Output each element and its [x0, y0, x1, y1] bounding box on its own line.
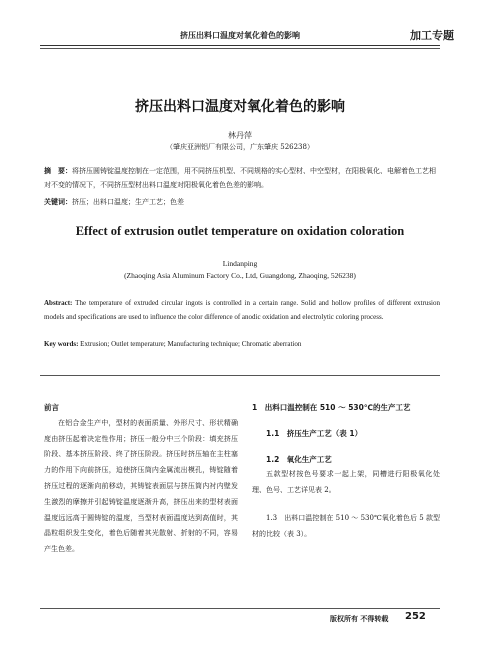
- section-1-3-paragraph: 1.3 出料口温控制在 510 ～ 530℃氧化着色后 5 款型材的比较（表 3）。: [252, 513, 440, 538]
- section-1-heading: 1 出料口温控制在 510 ～ 530℃的生产工艺: [252, 403, 411, 412]
- left-column: [44, 400, 238, 558]
- copyright-notice: 版权所有 不得转载: [330, 615, 389, 623]
- section-1-2-heading: 1.2 氧化生产工艺: [266, 454, 332, 464]
- keywords-text-cn: 挤压；出料口温度；生产工艺；色差: [72, 198, 184, 206]
- section-tag: 加工专题: [410, 29, 454, 42]
- section-1-2-paragraph: 五款型材按色号要求一起上架，同槽进行阳极氧化处理、色号、工艺详见表 2。: [252, 470, 440, 495]
- abstract-label-en: Abstract:: [44, 299, 73, 307]
- page-header: [0, 0, 480, 58]
- keywords-cn: [44, 195, 440, 209]
- affiliation-en: (Zhaoqing Asia Aluminum Factory Co., Ltd, Guangdong, Zhaoqing, 526238): [124, 271, 356, 280]
- author-cn: 林丹萍: [228, 131, 252, 140]
- running-title: 挤压出料口温度对氧化着色的影响: [180, 30, 300, 40]
- author-en: Lindanping: [222, 259, 258, 268]
- header-rule: [40, 45, 440, 46]
- article-title-cn: 挤压出料口温度对氧化着色的影响: [135, 99, 345, 115]
- abstract-en: [44, 297, 440, 324]
- preface-paragraph: 在铝合金生产中，型材的表面质量、外形尺寸、形状精确度由挤压起着决定性作用；挤压一般分中三个阶段：填充挤压阶段、基本挤压阶段、终了挤压阶段。挤压时挤压轴在主柱塞力的作用下向前挤压，迫使挤压筒内金属流出模孔，铸锭随着挤压过程的逐渐向前移动，其铸锭表面层与挤压筒内衬内壁发生激烈的摩擦并引起铸锭温度逐渐升高，挤压出来的型材表面温度远远高于圆铸锭的温度，当型材表面温度达到高值时，其晶粒组织发生变化，着色后随着其光散射、折射的不同，容易产生色差。: [44, 418, 238, 554]
- affiliation-cn: （肇庆亚洲铝厂有限公司，广东肇庆 526238）: [166, 143, 314, 151]
- abstract-cn: [44, 164, 440, 192]
- section-divider: [40, 375, 440, 376]
- article-title-en: Effect of extrusion outlet temperature on oxidation coloration: [75, 224, 405, 238]
- header-rule-thin: [40, 48, 440, 49]
- section-1-1-heading: 1.1 挤压生产工艺（表 1）: [266, 428, 363, 438]
- abstract-text-en: The temperature of extruded circular ingots is controlled in a certain range. Solid and hollow profiles of different extrusion models and specifications are used to influence the color difference of anodic oxidation and electrolytic coloring process.: [44, 299, 440, 321]
- keywords-en: [44, 340, 440, 348]
- abstract-label-cn: 摘 要：: [44, 167, 72, 175]
- page-number: 252: [405, 611, 426, 622]
- abstract-text-cn: 将挤压圆铸锭温度控制在一定范围，用不同挤压机型、不同规格的实心型材、中空型材，在阳极氧化、电解着色工艺相对不变的情况下，不同挤压型材出料口温度对阳极氧化着色色差的影响。: [44, 167, 436, 189]
- preface-heading: 前言: [44, 403, 59, 412]
- right-column: [252, 400, 440, 543]
- keywords-label-cn: 关键词：: [44, 198, 72, 206]
- keywords-text-en: Extrusion; Outlet temperature; Manufacturing technique; Chromatic aberration: [78, 340, 302, 348]
- keywords-label-en: Key words:: [44, 340, 79, 348]
- footer-rule: [40, 608, 440, 609]
